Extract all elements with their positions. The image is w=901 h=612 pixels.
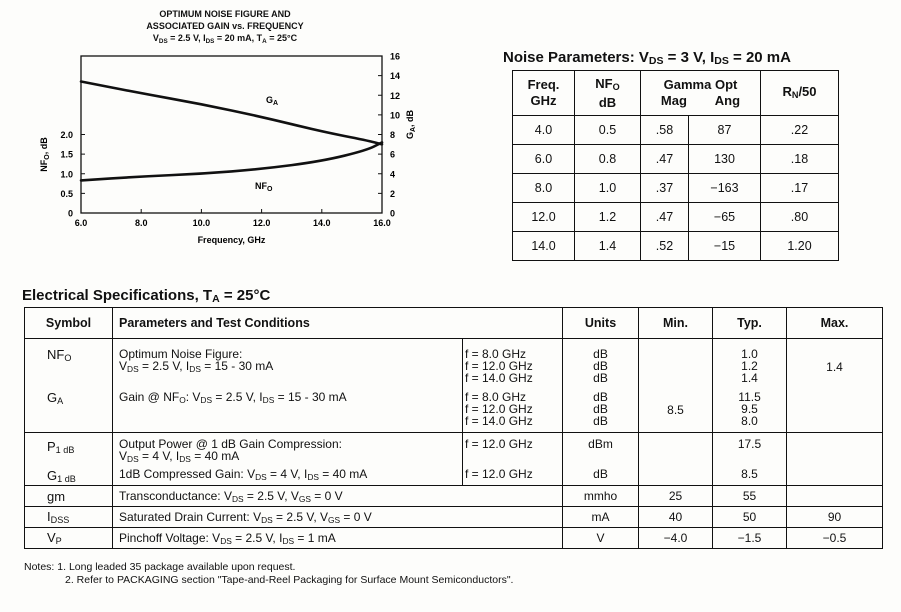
y-right-tick-label: 4	[390, 169, 396, 180]
notes	[24, 561, 513, 587]
es-symbol-gm: gm	[25, 486, 113, 507]
es-header-typ: Typ.	[713, 308, 787, 339]
table-row	[25, 339, 883, 385]
es-typ: 1.4	[741, 371, 758, 385]
series-label-ga: $G_A$	[266, 95, 279, 107]
table-row	[25, 432, 883, 462]
note-1: Notes: 1. Long leaded 35 package available upon request.	[24, 561, 296, 573]
es-freq: f = 14.0 GHz	[465, 414, 533, 428]
es-header-min: Min.	[639, 308, 713, 339]
es-param-g1db: 1dB Compressed Gain: $V_{DS} = 4$ V, $I_{DS} = 40$ mA	[119, 466, 368, 482]
es-max: −0.5	[787, 528, 883, 549]
es-max: 90	[787, 507, 883, 528]
es-param-vp: Pinchoff Voltage: $V_{DS} = 2.5$ V, $I_{DS} = 1$ mA	[113, 528, 563, 549]
es-unit: dB	[593, 359, 608, 373]
es-freq: f = 12.0 GHz	[465, 466, 533, 481]
x-axis-label: Frequency, GHz	[197, 235, 266, 245]
x-tick-label: 6.0	[74, 218, 88, 228]
es-symbol-g1db: $G_{1 dB}$	[25, 462, 113, 486]
es-unit: dBm	[588, 436, 613, 451]
np-header-rn: $R_N/50$	[761, 71, 839, 116]
es-param-nfo-cond: $V_{DS} = 2.5$ V, $I_{DS} = 15 - 30$ mA	[119, 359, 274, 374]
table-row	[25, 384, 883, 432]
es-header-symbol: Symbol	[25, 308, 113, 339]
y-right-tick-label: 10	[390, 110, 401, 121]
es-symbol-p1db: $P_{1 dB}$	[25, 432, 113, 462]
es-min-ga: 8.5	[639, 384, 713, 432]
np-cell-nfo: 0.5	[575, 116, 641, 145]
es-param-ga: Gain @ $NF_O$: $V_{DS} = 2.5$ V, $I_{DS} = 15 - 30$ mA	[119, 390, 347, 405]
es-header-units: Units	[563, 308, 639, 339]
es-symbol-nfo: $NF_O$	[25, 339, 113, 385]
es-typ: 55	[713, 486, 787, 507]
np-cell-freq: 14.0	[513, 232, 575, 261]
series-line-ga	[81, 82, 382, 145]
np-cell-mag: .47	[641, 145, 689, 174]
np-cell-rn: .18	[761, 145, 839, 174]
np-cell-mag: .52	[641, 232, 689, 261]
noise-gain-chart	[0, 0, 420, 260]
np-cell-nfo: 1.2	[575, 203, 641, 232]
table-row	[513, 116, 839, 145]
x-tick-label: 8.0	[134, 218, 148, 228]
es-symbol-ga: $G_A$	[25, 384, 113, 432]
x-tick-label: 16.0	[373, 218, 391, 228]
note-2: 2. Refer to PACKAGING section "Tape-and-Reel Packaging for Surface Mount Semiconductors".	[65, 574, 514, 586]
np-header-freq: Freq. GHz	[513, 71, 575, 116]
table-row	[513, 174, 839, 203]
y-left-tick-label: 0	[67, 208, 73, 219]
np-cell-ang: 87	[689, 116, 761, 145]
elec-specs-title: Electrical Specifications, $T_A = 25^\circ C$	[22, 287, 271, 305]
np-cell-mag: .47	[641, 203, 689, 232]
x-tick-label: 14.0	[313, 218, 331, 228]
es-param-p1db: Output Power @ 1 dB Gain Compression:	[119, 436, 342, 451]
es-symbol-idss: $I_{DSS}$	[25, 507, 113, 528]
np-cell-freq: 12.0	[513, 203, 575, 232]
es-unit: dB	[593, 402, 608, 416]
es-unit: dB	[593, 390, 608, 404]
table-row	[513, 203, 839, 232]
es-header-params: Parameters and Test Conditions	[113, 308, 563, 339]
y-right-axis-label: $G_A$, dB	[405, 109, 417, 140]
np-cell-ang: −15	[689, 232, 761, 261]
chart-title-line-1: OPTIMUM NOISE FIGURE AND	[159, 9, 291, 19]
es-typ: −1.5	[713, 528, 787, 549]
es-min: 25	[639, 486, 713, 507]
np-cell-ang: −163	[689, 174, 761, 203]
x-tick-label: 12.0	[252, 218, 271, 228]
np-cell-ang: −65	[689, 203, 761, 232]
y-right-tick-label: 16	[390, 51, 401, 62]
chart-title-line-2: ASSOCIATED GAIN vs. FREQUENCY	[146, 21, 304, 31]
np-cell-ang: 130	[689, 145, 761, 174]
table-row	[25, 507, 883, 528]
series-line-nfo	[81, 142, 382, 180]
es-freq: f = 8.0 GHz	[465, 347, 527, 361]
y-left-tick-label: 1.5	[60, 149, 73, 160]
es-param-p1db-cond: $V_{DS} = 4$ V, $I_{DS} = 40$ mA	[119, 448, 240, 464]
es-param-nfo: Optimum Noise Figure:	[119, 347, 243, 361]
table-row	[513, 145, 839, 174]
x-tick-label: 10.0	[192, 218, 211, 228]
es-freq: f = 12.0 GHz	[465, 359, 533, 373]
es-unit: mA	[563, 507, 639, 528]
y-right-tick-label: 0	[390, 208, 396, 219]
es-symbol-vp: $V_P$	[25, 528, 113, 549]
np-cell-freq: 6.0	[513, 145, 575, 174]
series-label-nfo: $NF_O$	[255, 181, 273, 193]
es-freq: f = 12.0 GHz	[465, 436, 533, 451]
es-typ: 1.0	[741, 347, 758, 361]
y-right-tick-label: 12	[390, 90, 401, 101]
y-right-tick-label: 14	[390, 71, 401, 82]
es-typ: 50	[713, 507, 787, 528]
np-cell-rn: .17	[761, 174, 839, 203]
es-unit: mmho	[563, 486, 639, 507]
es-min: −4.0	[639, 528, 713, 549]
es-unit: dB	[593, 414, 608, 428]
es-unit: dB	[593, 466, 608, 481]
np-cell-nfo: 1.0	[575, 174, 641, 203]
es-unit: dB	[593, 347, 608, 361]
es-param-gm: Transconductance: $V_{DS} = 2.5$ V, $V_{GS} = 0$ V	[113, 486, 563, 507]
table-row	[25, 462, 883, 486]
es-freq: f = 12.0 GHz	[465, 402, 533, 416]
np-cell-freq: 8.0	[513, 174, 575, 203]
noise-params-table	[512, 70, 839, 261]
np-cell-rn: .22	[761, 116, 839, 145]
es-typ: 8.5	[741, 466, 758, 481]
es-typ: 1.2	[741, 359, 758, 373]
es-typ: 11.5	[738, 390, 761, 404]
chart-subtitle: $V_{DS} = 2.5$ V, $I_{DS} = 20$ mA, $T_A = 25^\circ C$	[152, 33, 298, 45]
es-typ: 17.5	[737, 436, 762, 451]
y-left-axis-label: $NF_O$, dB	[39, 137, 51, 172]
y-left-tick-label: 1.0	[60, 169, 73, 180]
es-freq: f = 8.0 GHz	[465, 390, 527, 404]
es-max-nfo: 1.4	[787, 339, 883, 385]
np-cell-rn: .80	[761, 203, 839, 232]
np-header-gamma: Gamma Opt Mag Ang	[641, 71, 761, 116]
es-param-idss: Saturated Drain Current: $V_{DS} = 2.5$ V, $V_{GS} = 0$ V	[113, 507, 563, 528]
y-right-tick-label: 6	[390, 149, 396, 160]
np-cell-rn: 1.20	[761, 232, 839, 261]
np-cell-mag: .58	[641, 116, 689, 145]
np-cell-freq: 4.0	[513, 116, 575, 145]
es-typ: 8.0	[741, 414, 758, 428]
y-right-tick-label: 8	[390, 130, 396, 140]
es-freq: f = 14.0 GHz	[465, 371, 533, 385]
np-cell-nfo: 1.4	[575, 232, 641, 261]
table-row	[25, 486, 883, 507]
es-typ: 9.5	[741, 402, 758, 416]
es-unit: dB	[593, 371, 608, 385]
elec-specs-table	[24, 307, 883, 549]
np-cell-mag: .37	[641, 174, 689, 203]
y-right-tick-label: 2	[390, 188, 396, 199]
table-row	[25, 528, 883, 549]
es-header-max: Max.	[787, 308, 883, 339]
table-row	[513, 232, 839, 261]
es-min: 40	[639, 507, 713, 528]
es-unit: V	[563, 528, 639, 549]
noise-params-title: Noise Parameters: $V_{DS} = 3$ V, $I_{DS} = 20$ mA	[503, 49, 791, 67]
y-left-tick-label: 2.0	[60, 130, 73, 140]
y-left-tick-label: 0.5	[60, 188, 73, 199]
np-cell-nfo: 0.8	[575, 145, 641, 174]
np-header-nfo: $NF_O$ dB	[575, 71, 641, 116]
